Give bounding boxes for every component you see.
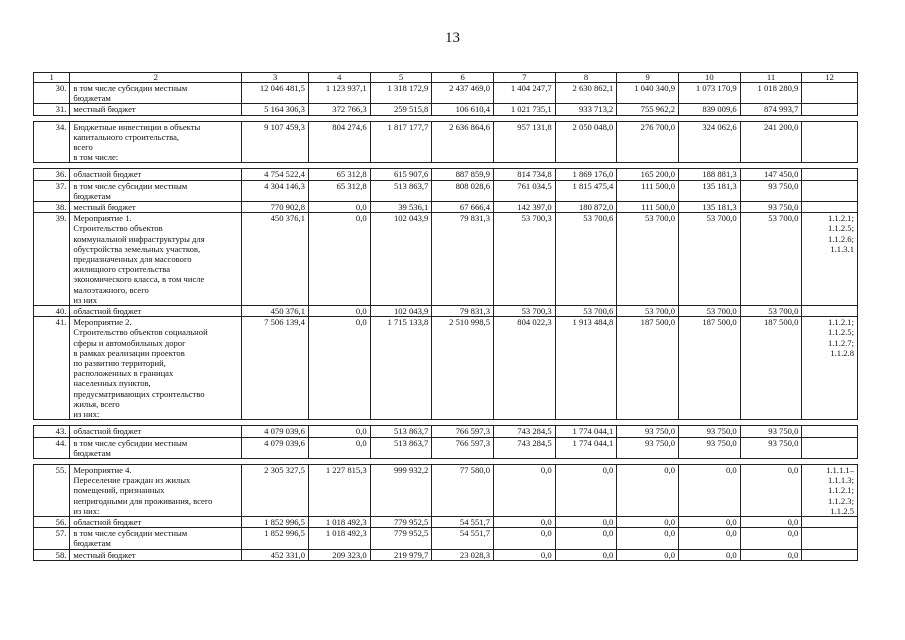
row-number: 38. [34, 202, 70, 213]
task-code-cell [802, 516, 858, 527]
task-code-cell [802, 464, 858, 516]
row-name [70, 306, 242, 317]
value-cell: 187 500,0 [740, 317, 802, 420]
value-cell: 0,0 [555, 549, 617, 560]
value-cell: 1 774 044,1 [555, 437, 617, 458]
value-cell: 999 932,2 [370, 464, 432, 516]
value-cell: 839 009,6 [679, 104, 741, 115]
row-name-line: Строительство объектов социальной [73, 327, 208, 338]
value-cell: 874 993,7 [740, 104, 802, 115]
row-number: 36. [34, 169, 70, 180]
value-cell: 0,0 [740, 516, 802, 527]
row-number: 37. [34, 180, 70, 201]
value-cell: 452 331,0 [242, 549, 309, 560]
task-code: 1.1.2.8 [830, 347, 854, 358]
value-cell: 513 863,7 [370, 180, 432, 201]
column-header: 12 [802, 73, 858, 83]
task-code-cell [802, 169, 858, 180]
value-cell: 93 750,0 [617, 426, 679, 437]
task-code-cell [802, 83, 858, 104]
value-cell: 0,0 [494, 528, 556, 549]
column-header: 8 [555, 73, 617, 83]
value-cell: 102 043,9 [370, 213, 432, 306]
column-header: 5 [370, 73, 432, 83]
value-cell: 93 750,0 [679, 437, 741, 458]
value-cell: 7 506 139,4 [242, 317, 309, 420]
value-cell: 0,0 [308, 202, 370, 213]
column-header: 10 [679, 73, 741, 83]
table-row [34, 104, 858, 115]
value-cell: 957 131,8 [494, 121, 556, 163]
row-name-line: предназначенных для массового [73, 254, 192, 265]
row-name [70, 549, 242, 560]
column-header: 11 [740, 73, 802, 83]
value-cell: 79 831,3 [432, 306, 494, 317]
row-name-line: из них: [73, 409, 100, 420]
row-name-line: в том числе субсидии местным [73, 180, 188, 191]
page-number: 13 [445, 30, 460, 46]
value-cell: 53 700,0 [740, 213, 802, 306]
row-name-line: малоэтажного, всего [73, 284, 149, 295]
value-cell: 0,0 [494, 516, 556, 527]
value-cell: 0,0 [740, 528, 802, 549]
value-cell: 2 636 864,6 [432, 121, 494, 163]
value-cell: 102 043,9 [370, 306, 432, 317]
value-cell: 65 312,8 [308, 169, 370, 180]
value-cell: 259 515,8 [370, 104, 432, 115]
value-cell: 180 872,0 [555, 202, 617, 213]
column-header: 2 [70, 73, 242, 83]
value-cell: 53 700,0 [740, 306, 802, 317]
row-name-line: областной бюджет [73, 516, 142, 527]
row-name-line: в том числе: [73, 152, 119, 163]
value-cell: 4 304 146,3 [242, 180, 309, 201]
task-code: 1.1.2.5; [827, 223, 854, 234]
value-cell: 53 700,0 [617, 306, 679, 317]
row-name-line: местный бюджет [73, 549, 136, 560]
row-name-line: Бюджетные инвестиции в объекты [73, 121, 201, 132]
table-row [34, 83, 858, 104]
value-cell: 106 610,4 [432, 104, 494, 115]
column-header: 3 [242, 73, 309, 83]
value-cell: 1 018 280,9 [740, 83, 802, 104]
value-cell: 0,0 [740, 549, 802, 560]
value-cell: 1 123 937,1 [308, 83, 370, 104]
value-cell: 142 397,0 [494, 202, 556, 213]
row-name-line: областной бюджет [73, 306, 142, 317]
value-cell: 1 774 044,1 [555, 426, 617, 437]
value-cell: 93 750,0 [679, 426, 741, 437]
row-name-line: жилищного строительства [73, 264, 171, 275]
value-cell: 743 284,5 [494, 426, 556, 437]
value-cell: 450 376,1 [242, 306, 309, 317]
value-cell: 2 510 998,5 [432, 317, 494, 420]
value-cell: 513 863,7 [370, 426, 432, 437]
value-cell: 1 040 340,9 [617, 83, 679, 104]
value-cell: 0,0 [555, 464, 617, 516]
task-code: 1.1.3.1 [830, 243, 854, 254]
row-number: 41. [34, 317, 70, 420]
value-cell: 0,0 [308, 426, 370, 437]
value-cell: 23 028,3 [432, 549, 494, 560]
value-cell: 1 018 492,3 [308, 528, 370, 549]
value-cell: 93 750,0 [740, 437, 802, 458]
value-cell: 0,0 [679, 549, 741, 560]
value-cell: 4 079 039,6 [242, 426, 309, 437]
value-cell: 53 700,0 [679, 213, 741, 306]
value-cell: 93 750,0 [617, 437, 679, 458]
row-number: 55. [34, 464, 70, 516]
value-cell: 779 952,5 [370, 528, 432, 549]
value-cell: 165 200,0 [617, 169, 679, 180]
budget-table [33, 72, 858, 561]
row-name [70, 426, 242, 437]
row-name [70, 121, 242, 163]
row-name-line: бюджетам [73, 93, 111, 104]
value-cell: 1 852 996,5 [242, 528, 309, 549]
value-cell: 0,0 [617, 549, 679, 560]
row-name-line: бюджетам [73, 538, 111, 549]
row-name-line: Строительство объектов [73, 223, 163, 234]
table-row [34, 317, 858, 420]
value-cell: 65 312,8 [308, 180, 370, 201]
value-cell: 804 022,3 [494, 317, 556, 420]
value-cell: 1 913 484,8 [555, 317, 617, 420]
value-cell: 766 597,3 [432, 426, 494, 437]
task-code: 1.1.2.7; [827, 337, 854, 348]
value-cell: 241 200,0 [740, 121, 802, 163]
row-number: 40. [34, 306, 70, 317]
value-cell: 187 500,0 [679, 317, 741, 420]
table-row [34, 437, 858, 458]
row-name-line: в рамках реализации проектов [73, 347, 185, 358]
row-name-line: по развитию территорий, [73, 358, 166, 369]
value-cell: 808 028,6 [432, 180, 494, 201]
value-cell: 1 021 735,1 [494, 104, 556, 115]
table-row [34, 121, 858, 163]
row-name-line: обустройства земельных участков, [73, 243, 201, 254]
task-code-cell [802, 528, 858, 549]
value-cell: 814 734,8 [494, 169, 556, 180]
value-cell: 0,0 [617, 516, 679, 527]
row-number: 31. [34, 104, 70, 115]
value-cell: 1 852 996,5 [242, 516, 309, 527]
value-cell: 933 713,2 [555, 104, 617, 115]
value-cell: 39 536,1 [370, 202, 432, 213]
task-code-cell [802, 121, 858, 163]
value-cell: 111 500,0 [617, 180, 679, 201]
task-code: 1.1.1.3; [827, 475, 854, 486]
row-number: 39. [34, 213, 70, 306]
task-code-cell [802, 180, 858, 201]
table-row [34, 169, 858, 180]
value-cell: 219 979,7 [370, 549, 432, 560]
row-number: 44. [34, 437, 70, 458]
value-cell: 4 754 522,4 [242, 169, 309, 180]
value-cell: 2 437 469,0 [432, 83, 494, 104]
table-row [34, 528, 858, 549]
task-code: 1.1.2.6; [827, 233, 854, 244]
value-cell: 93 750,0 [740, 426, 802, 437]
value-cell: 770 902,8 [242, 202, 309, 213]
table-row [34, 202, 858, 213]
value-cell: 1 073 170,9 [679, 83, 741, 104]
value-cell: 0,0 [740, 464, 802, 516]
row-name-line: помещений, признанных [73, 485, 165, 496]
task-code: 1.1.2.1; [827, 213, 854, 224]
row-number: 57. [34, 528, 70, 549]
task-code: 1.1.2.5 [830, 505, 854, 516]
header-row [34, 73, 858, 83]
row-name [70, 202, 242, 213]
row-name-line: областной бюджет [73, 169, 142, 180]
value-cell: 743 284,5 [494, 437, 556, 458]
value-cell: 53 700,3 [494, 306, 556, 317]
value-cell: 372 766,3 [308, 104, 370, 115]
table-row [34, 306, 858, 317]
value-cell: 766 597,3 [432, 437, 494, 458]
column-header: 1 [34, 73, 70, 83]
row-name-line: жилья, всего [73, 398, 120, 409]
task-code-cell [802, 104, 858, 115]
row-name-line: областной бюджет [73, 426, 142, 437]
value-cell: 12 046 481,5 [242, 83, 309, 104]
row-name [70, 169, 242, 180]
row-number: 58. [34, 549, 70, 560]
row-number: 30. [34, 83, 70, 104]
task-code-cell [802, 306, 858, 317]
value-cell: 67 666,4 [432, 202, 494, 213]
value-cell: 53 700,0 [679, 306, 741, 317]
task-code-cell [802, 437, 858, 458]
row-name [70, 213, 242, 306]
row-name-line: коммунальной инфраструктуры для [73, 233, 205, 244]
value-cell: 54 551,7 [432, 516, 494, 527]
row-name [70, 180, 242, 201]
value-cell: 1 404 247,7 [494, 83, 556, 104]
row-name [70, 516, 242, 527]
table-row [34, 549, 858, 560]
value-cell: 53 700,6 [555, 213, 617, 306]
value-cell: 804 274,6 [308, 121, 370, 163]
row-name-line: местный бюджет [73, 104, 136, 115]
row-name-line: сферы и автомобильных дорог [73, 337, 186, 348]
table-row [34, 464, 858, 516]
value-cell: 0,0 [555, 516, 617, 527]
value-cell: 513 863,7 [370, 437, 432, 458]
value-cell: 0,0 [308, 306, 370, 317]
value-cell: 1 318 172,9 [370, 83, 432, 104]
value-cell: 779 952,5 [370, 516, 432, 527]
row-name [70, 464, 242, 516]
task-code-cell [802, 213, 858, 306]
row-name-line: в том числе субсидии местным [73, 83, 188, 93]
task-code-cell [802, 317, 858, 420]
row-name [70, 83, 242, 104]
value-cell: 615 907,6 [370, 169, 432, 180]
table-row [34, 180, 858, 201]
row-name-line: населенных пунктов, [73, 378, 151, 389]
table-row [34, 213, 858, 306]
task-code: 1.1.2.5; [827, 327, 854, 338]
row-name-line: Мероприятие 4. [73, 464, 132, 475]
value-cell: 93 750,0 [740, 202, 802, 213]
value-cell: 0,0 [308, 317, 370, 420]
column-header: 4 [308, 73, 370, 83]
row-name [70, 317, 242, 420]
value-cell: 0,0 [494, 549, 556, 560]
value-cell: 761 034,5 [494, 180, 556, 201]
task-code: 1.1.2.1; [827, 485, 854, 496]
row-name-line: бюджетам [73, 447, 111, 458]
value-cell: 1 715 133,8 [370, 317, 432, 420]
value-cell: 53 700,3 [494, 213, 556, 306]
value-cell: 5 164 306,3 [242, 104, 309, 115]
value-cell: 1 227 815,3 [308, 464, 370, 516]
row-name [70, 437, 242, 458]
value-cell: 1 815 475,4 [555, 180, 617, 201]
task-code-cell [802, 426, 858, 437]
row-name-line: из них [73, 294, 98, 305]
row-name-line: из них: [73, 505, 100, 516]
row-name [70, 104, 242, 115]
column-header: 9 [617, 73, 679, 83]
row-number: 56. [34, 516, 70, 527]
value-cell: 0,0 [308, 213, 370, 306]
row-number: 43. [34, 426, 70, 437]
value-cell: 276 700,0 [617, 121, 679, 163]
value-cell: 0,0 [679, 528, 741, 549]
value-cell: 77 580,0 [432, 464, 494, 516]
row-name-line: в том числе субсидии местным [73, 437, 188, 448]
row-name-line: бюджетам [73, 190, 111, 201]
value-cell: 755 962,2 [617, 104, 679, 115]
value-cell: 1 018 492,3 [308, 516, 370, 527]
task-code: 1.1.2.3; [827, 495, 854, 506]
value-cell: 0,0 [617, 464, 679, 516]
row-name-line: капитального строительства, [73, 131, 180, 142]
value-cell: 324 062,6 [679, 121, 741, 163]
table-row [34, 516, 858, 527]
value-cell: 0,0 [679, 464, 741, 516]
table-row [34, 426, 858, 437]
value-cell: 147 450,0 [740, 169, 802, 180]
value-cell: 135 181,3 [679, 180, 741, 201]
row-name [70, 528, 242, 549]
value-cell: 0,0 [308, 437, 370, 458]
row-name-line: расположенных в границах [73, 368, 174, 379]
column-header: 6 [432, 73, 494, 83]
value-cell: 53 700,0 [617, 213, 679, 306]
value-cell: 187 500,0 [617, 317, 679, 420]
value-cell: 53 700,6 [555, 306, 617, 317]
value-cell: 209 323,0 [308, 549, 370, 560]
value-cell: 9 107 459,3 [242, 121, 309, 163]
row-name-line: в том числе субсидии местным [73, 528, 188, 539]
row-name-line: всего [73, 142, 93, 153]
row-name-line: экономического класса, в том числе [73, 274, 205, 285]
value-cell: 1 869 176,0 [555, 169, 617, 180]
value-cell: 0,0 [617, 528, 679, 549]
row-name-line: предусматривающих строительство [73, 388, 205, 399]
task-code-cell [802, 549, 858, 560]
row-name-line: местный бюджет [73, 202, 136, 213]
value-cell: 135 181,3 [679, 202, 741, 213]
value-cell: 0,0 [494, 464, 556, 516]
value-cell: 79 831,3 [432, 213, 494, 306]
column-header: 7 [494, 73, 556, 83]
task-code: 1.1.2.1; [827, 317, 854, 328]
value-cell: 2 630 862,1 [555, 83, 617, 104]
row-name-line: непригодными для проживания, всего [73, 495, 213, 506]
value-cell: 4 079 039,6 [242, 437, 309, 458]
task-code: 1.1.1.1– [826, 464, 854, 475]
value-cell: 887 859,9 [432, 169, 494, 180]
value-cell: 1 817 177,7 [370, 121, 432, 163]
row-name-line: Мероприятие 2. [73, 317, 132, 328]
row-name-line: Переселение граждан из жилых [73, 475, 191, 486]
value-cell: 450 376,1 [242, 213, 309, 306]
task-code-cell [802, 202, 858, 213]
value-cell: 54 551,7 [432, 528, 494, 549]
value-cell: 0,0 [555, 528, 617, 549]
value-cell: 93 750,0 [740, 180, 802, 201]
row-number: 34. [34, 121, 70, 163]
value-cell: 0,0 [679, 516, 741, 527]
value-cell: 111 500,0 [617, 202, 679, 213]
value-cell: 2 050 048,0 [555, 121, 617, 163]
row-name-line: Мероприятие 1. [73, 213, 132, 224]
value-cell: 2 305 327,5 [242, 464, 309, 516]
value-cell: 188 881,3 [679, 169, 741, 180]
